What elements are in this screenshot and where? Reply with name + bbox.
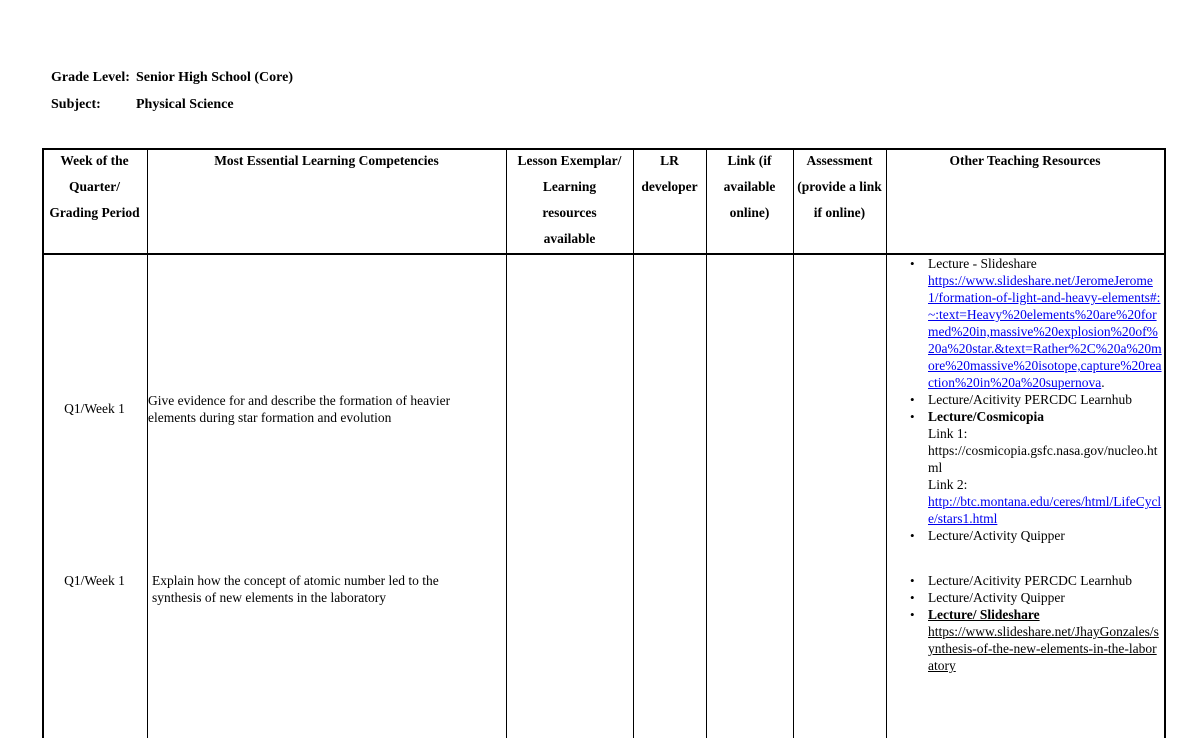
resource-title: Lecture/Activity Quipper bbox=[928, 590, 1065, 605]
header-week: Week of the Quarter/ Grading Period bbox=[49, 153, 140, 220]
row2-competency: Explain how the concept of atomic number led to the synthesis of new elements in the laboratory bbox=[152, 573, 439, 605]
header-other-resources: Other Teaching Resources bbox=[949, 153, 1101, 168]
list-item bbox=[904, 589, 1162, 606]
link-label: Link 1: bbox=[928, 426, 968, 441]
list-item bbox=[904, 391, 1162, 408]
header-lesson-exemplar: Lesson Exemplar/ Learning resources available bbox=[517, 153, 622, 246]
subject-value: Physical Science bbox=[136, 97, 234, 112]
montana-link[interactable]: http://btc.montana.edu/ceres/html/LifeCycle/stars1.html bbox=[928, 494, 1162, 526]
list-item bbox=[904, 527, 1162, 544]
slideshare-link[interactable]: https://www.slideshare.net/JhayGonzales/synthesis-of-the-new-elements-in-the-laboratory bbox=[928, 624, 1159, 673]
header-assessment: Assessment (provide a link if online) bbox=[797, 153, 882, 220]
resource-period: . bbox=[1101, 375, 1105, 390]
bullet-icon: • bbox=[910, 607, 915, 622]
header-link: Link (if available online) bbox=[723, 153, 776, 220]
bullet-icon: • bbox=[910, 256, 915, 271]
resource-title: Lecture - Slideshare bbox=[928, 256, 1037, 271]
list-item bbox=[904, 408, 1162, 527]
bullet-icon: • bbox=[910, 573, 915, 588]
subject-label: Subject: bbox=[51, 97, 101, 112]
resource-title: Lecture/Acitivity PERCDC Learnhub bbox=[928, 573, 1132, 588]
cosmicopia-link[interactable]: https://cosmicopia.gsfc.nasa.gov/nucleo.html bbox=[928, 443, 1158, 475]
list-item bbox=[904, 255, 1162, 391]
column-divider bbox=[1164, 148, 1166, 738]
resource-title: Lecture/Activity Quipper bbox=[928, 528, 1065, 543]
row2-week: Q1/Week 1 bbox=[64, 573, 125, 588]
row1-competency: Give evidence for and describe the formation of heavier elements during star formation and evolution bbox=[148, 393, 451, 425]
competency-table bbox=[42, 148, 1166, 738]
resource-title: Lecture/Acitivity PERCDC Learnhub bbox=[928, 392, 1132, 407]
bullet-icon: • bbox=[910, 528, 915, 543]
header-competencies: Most Essential Learning Competencies bbox=[214, 153, 439, 168]
resource-title: Lecture/Cosmicopia bbox=[928, 409, 1044, 424]
list-item bbox=[904, 572, 1162, 589]
row1-resources bbox=[904, 255, 1162, 544]
list-item bbox=[904, 606, 1162, 674]
row2-resources bbox=[904, 572, 1162, 674]
bullet-icon: • bbox=[910, 392, 915, 407]
row1-week: Q1/Week 1 bbox=[64, 401, 125, 416]
bullet-icon: • bbox=[910, 409, 915, 424]
header-lr-developer: LR developer bbox=[641, 153, 698, 194]
link-label: Link 2: bbox=[928, 477, 968, 492]
grade-level-value: Senior High School (Core) bbox=[136, 70, 293, 85]
slideshare-link[interactable]: https://www.slideshare.net/JeromeJerome1/formation-of-light-and-heavy-elements#:~:text=Heavy%20elements%20are%20formed%20in,massive%20explosion%20of%20a%20star.&text=Rather%2C%20a%20more%20massive%20isotope,capture%20reaction%20in%20a%20supernova bbox=[928, 273, 1162, 390]
grade-level-label: Grade Level: bbox=[51, 70, 130, 85]
resource-title: Lecture/ Slideshare bbox=[928, 607, 1040, 622]
bullet-icon: • bbox=[910, 590, 915, 605]
